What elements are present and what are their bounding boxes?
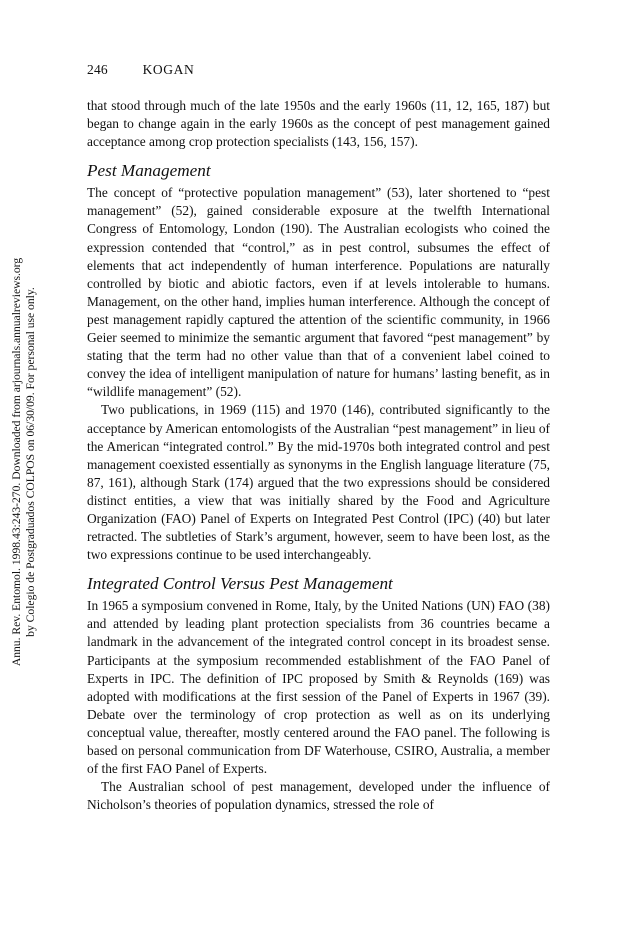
paragraph-integrated-control-1: In 1965 a symposium convened in Rome, Italy, by the United Nations (UN) FAO (38) and attended by leading plant protection specialists from 36 countries became a landmark in the advancement of the integrated control concept in its broadest sense. Participants at the symposium recommended establishment of the FAO Panel of Experts in IPC. The definition of IPC proposed by Smith & Reynolds (169) was adopted with modifications at the first session of the Panel of Experts in 1967 (39). Debate over the terminology of crop protection as well as on its underlying conceptual value, thereafter, mostly centered around the FAO panel. The following is based on personal communication from DF Waterhouse, CSIRO, Australia, a member of the first FAO Panel of Experts. xyxy=(87,598,550,777)
section-heading-pest-management: Pest Management xyxy=(87,161,211,181)
watermark-line-2: by Colegio de Postgraduados COLPOS on 06/30/09. For personal use only. xyxy=(24,287,37,637)
running-head-author: KOGAN xyxy=(142,62,195,77)
section-heading-integrated-control: Integrated Control Versus Pest Management xyxy=(87,574,393,594)
download-watermark xyxy=(10,257,46,667)
paragraph-pest-management-1: The concept of “protective population management” (53), later shortened to “pest management” (52), gained considerable exposure at the twelfth International Congress of Entomology, London (190). The Australian ecologists who coined the expression contended that “control,” as in pest control, subsumes the effect of elements that act independently of human interference. Populations are naturally controlled by biotic and abiotic factors, even if at levels intolerable to humans. Management, on the other hand, implies human interference. Although the concept of pest management rapidly captured the attention of the scientific community, in 1966 Geier seemed to minimize the semantic argument that favored “pest management” by stating that the term had no other value than that of a convenient label coined to convey the idea of intelligent manipulation of nature for humans’ lasting benefit, as in “wildlife management” (52). xyxy=(87,185,550,400)
article-body xyxy=(87,97,550,814)
page-number: 246 xyxy=(87,62,108,77)
watermark-line-1: Annu. Rev. Entomol. 1998.43:243-270. Downloaded from arjournals.annualreviews.org xyxy=(10,257,23,667)
paragraph-integrated-control-2: The Australian school of pest management, developed under the influence of Nicholson’s theories of population dynamics, stressed the role of xyxy=(87,779,550,813)
paragraph-pest-management-2: Two publications, in 1969 (115) and 1970 (146), contributed significantly to the acceptance by American entomologists of the Australian “pest management” in lieu of the American “integrated control.” By the mid-1970s both integrated control and pest management coexisted essentially as synonyms in the English language literature (75, 87, 161), although Stark (174) argued that the two expressions should be considered distinct entities, a view that was initially shared by the Food and Agriculture Organization (FAO) Panel of Experts on Integrated Pest Control (IPC) (40) but later retracted. The subtleties of Stark’s argument, however, seem to have been lost, as the two expressions continue to be used interchangeably. xyxy=(87,402,550,563)
paragraph-intro: that stood through much of the late 1950s and the early 1960s (11, 12, 165, 187) but began to change again in the early 1960s as the concept of pest management gained acceptance among crop protection specialists (143, 156, 157). xyxy=(87,98,550,150)
running-header xyxy=(87,62,194,78)
